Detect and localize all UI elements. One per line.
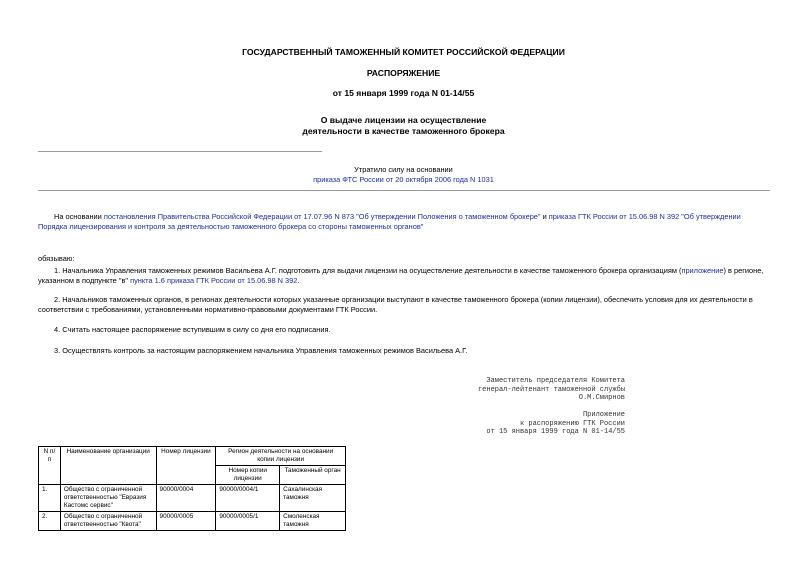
signature-rank: генерал-лейтенант таможенной службы [477, 385, 625, 394]
table-row [39, 485, 346, 512]
document-type: РАСПОРЯЖЕНИЕ [366, 68, 441, 78]
preamble-text-1: На основании [54, 212, 104, 221]
divider-long [38, 190, 770, 191]
item-3: 3. Осуществлять контроль за настоящим распоряжением начальника Управления таможенных режимов Васильева А.Г. [54, 346, 468, 355]
row-copy-number: 90000/0004/1 [216, 485, 280, 512]
preamble-link-order[interactable]: приказа ГТК России от 15.06.98 N 392 "Об утверждении Порядка лицензирования и контроля за деятельностью таможенного брокера со стороны таможенных органов" [38, 212, 741, 231]
subject-line-2: деятельности в качестве таможенного брокера [302, 126, 505, 136]
row-copy-number: 90000/0005/1 [216, 512, 280, 531]
item-1-order-link[interactable]: пункта 1.6 приказа ГТК России от 15.06.98 N 392 [130, 276, 298, 285]
status-text: Утратило силу на основании [354, 165, 453, 174]
row-organization: Общество с ограниченной ответственностью "Квота" [60, 512, 156, 531]
document-date: от 15 января 1999 года N 01-14/55 [332, 88, 475, 98]
signature-name: О.М.Смирнов [578, 394, 625, 402]
row-customs: Смоленская таможня [280, 512, 346, 531]
license-table [38, 446, 346, 531]
row-license: 90000/0005 [156, 512, 216, 531]
appendix-title: Приложение [582, 411, 625, 419]
preamble-paragraph [38, 212, 770, 232]
appendix-date: от 15 января 1999 года N 01-14/55 [486, 428, 625, 436]
divider-short [38, 151, 322, 152]
row-customs: Сахалинская таможня [280, 485, 346, 512]
item-1-text-c: . [297, 276, 300, 285]
signature-position: Заместитель председателя Комитета [486, 377, 625, 385]
table-header-organization: Наименование организации [60, 447, 156, 485]
status-link[interactable]: приказа ФТС России от 20 октября 2006 года N 1031 [313, 175, 494, 184]
committee-title: ГОСУДАРСТВЕННЫЙ ТАМОЖЕННЫЙ КОМИТЕТ РОССИЙСКОЙ ФЕДЕРАЦИИ [242, 47, 565, 57]
item-2: 2. Начальников таможенных органов, в регионах деятельности которых указанные организации выступают в качестве таможенного брокера (копии лицензии), обеспечить условия для их деятельности в соответствии с требованиями, установленными нормативно-правовыми документами ГТК России. [38, 295, 753, 314]
item-1-text-a: 1. Начальника Управления таможенных режимов Васильева А.Г. подготовить для выдачи лицензии на осуществление деятельности в качестве таможенного брокера организациям ( [54, 266, 682, 275]
row-license: 90000/0004 [156, 485, 216, 512]
item-1 [38, 266, 770, 286]
item-1-appendix-link[interactable]: приложение [681, 266, 724, 275]
item-1-text-b: ) в регионе, указанном в подпункте "в" [38, 266, 764, 285]
signature-block [400, 377, 625, 403]
table-header-region: Регион деятельности на основании копии лицензии [216, 447, 346, 466]
item-4: 4. Считать настоящее распоряжение вступившим в силу со дня его подписания. [54, 325, 331, 334]
table-row [39, 512, 346, 531]
preamble-link-resolution[interactable]: постановления Правительства Российской Федерации от 17.07.96 N 873 "Об утверждении Положения о таможенном брокере" [103, 212, 541, 221]
row-number: 1. [39, 485, 61, 512]
preamble-text-2: и [540, 212, 549, 221]
row-organization: Общество с ограниченной ответственностью "Евразия Кастомс сервис" [60, 485, 156, 512]
appendix-reference: к распоряжению ГТК России [519, 419, 625, 428]
table-header-number: N п/п [39, 447, 61, 485]
table-header-customs: Таможенный орган [280, 466, 346, 485]
table-header-copy-number: Номер копии лицензии [216, 466, 280, 485]
obligates-text: обязываю: [38, 254, 75, 263]
row-number: 2. [39, 512, 61, 531]
appendix-block [400, 411, 625, 437]
subject-line-1: О выдаче лицензии на осуществление [320, 115, 487, 125]
table-header-license: Номер лицензии [156, 447, 216, 485]
